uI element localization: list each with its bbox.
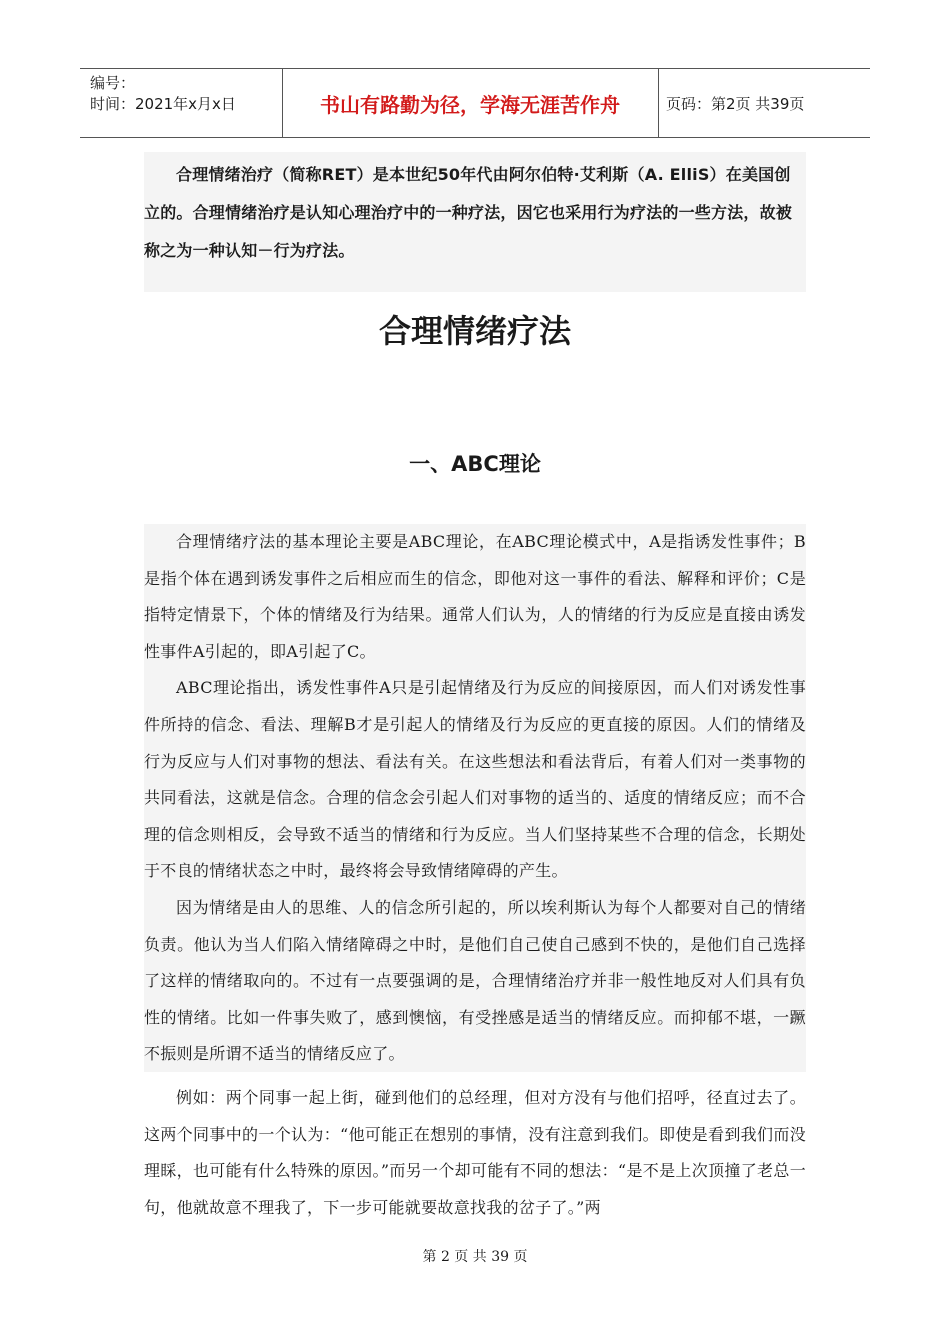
paragraph-abc-definition: 合理情绪疗法的基本理论主要是ABC理论，在ABC理论模式中，A是指诱发性事件；B是指个体在遇到诱发事件之后相应而生的信念，即他对这一事件的看法、解释和评价；C是指特定情景下，个体的情绪及行为结果。通常人们认为，人的情绪的行为反应是直接由诱发性事件A引起的，即A引起了C。 [144, 532, 806, 661]
number-label: 编号： [90, 74, 136, 92]
paragraph-example: 例如：两个同事一起上街，碰到他们的总经理，但对方没有与他们招呼，径直过去了。这两个同事中的一个认为：“他可能正在想别的事情，没有注意到我们。即使是看到我们而没理睬，也可能有什么特殊的原因。”而另一个却可能有不同的想法：“是不是上次顶撞了老总一句，他就故意不理我了，下一步可能就要故意找我的岔子了。”两 [144, 1088, 806, 1217]
body-text [144, 524, 806, 1073]
paragraph-emotion-responsibility: 因为情绪是由人的思维、人的信念所引起的，所以埃利斯认为每个人都要对自己的情绪负责。他认为当人们陷入情绪障碍之中时，是他们自己使自己感到不快的，是他们自己选择了这样的情绪取向的。不过有一点要强调的是，合理情绪治疗并非一般性地反对人们具有负性的情绪。比如一件事失败了，感到懊恼，有受挫感是适当的情绪反应。而抑郁不堪，一蹶不振则是所谓不适当的情绪反应了。 [144, 897, 806, 1064]
example-text [144, 1080, 806, 1226]
paragraph-abc-theory: ABC理论指出，诱发性事件A只是引起情绪及行为反应的间接原因，而人们对诱发性事件所持的信念、看法、理解B才是引起人的情绪及行为反应的更直接的原因。人们的情绪及行为反应与人们对事物的想法、看法有关。在这些想法和看法背后，有着人们对一类事物的共同看法，这就是信念。合理的信念会引起人们对事物的适当的、适度的情绪反应；而不合理的信念则相反，会导致不适当的情绪和行为反应。当人们坚持某些不合理的信念，长期处于不良的情绪状态之中时，最终将会导致情绪障碍的产生。 [144, 678, 806, 881]
header-meta [90, 73, 236, 115]
header-divider [658, 69, 659, 137]
date-label: 时间：2021年x月x日 [90, 95, 236, 113]
intro-box [144, 152, 806, 292]
header-motto: 书山有路勤为径，学海无涯苦作舟 [320, 92, 620, 117]
document-title: 合理情绪疗法 [378, 312, 571, 350]
page-header [80, 68, 870, 138]
page-footer: 第 2 页 共 39 页 [422, 1249, 528, 1265]
header-page-info: 页码：第2页 共39页 [666, 95, 805, 113]
intro-paragraph: 合理情绪治疗（简称RET）是本世纪50年代由阿尔伯特·艾利斯（A. ElliS）在美国创立的。合理情绪治疗是认知心理治疗中的一种疗法，因它也采用行为疗法的一些方法，故被称之为一种认知－行为疗法。 [144, 165, 793, 260]
section-title: 一、ABC理论 [409, 452, 541, 476]
